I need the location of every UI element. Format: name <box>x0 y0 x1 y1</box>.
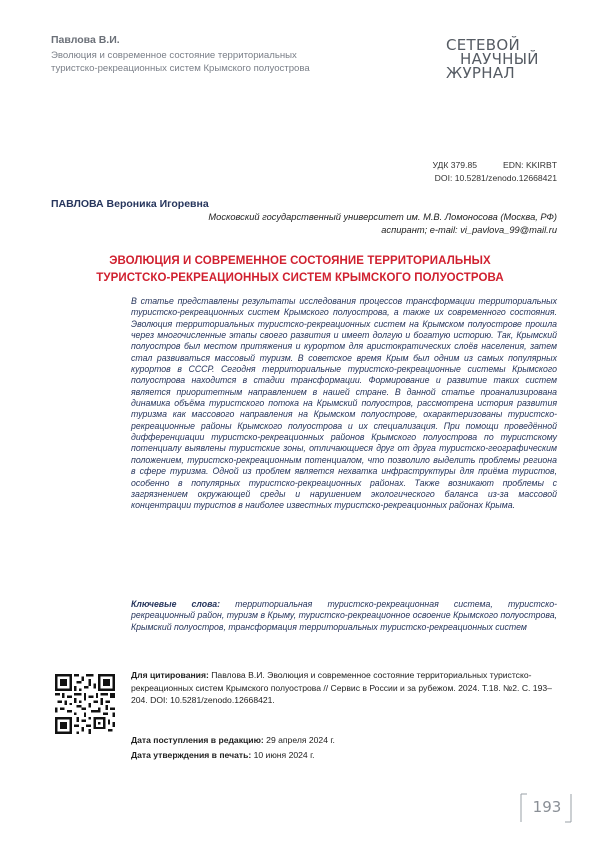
author-name: ПАВЛОВА Вероника Игоревна <box>51 198 209 210</box>
running-title-line1: Эволюция и современное состояние территориальных <box>51 50 297 61</box>
keywords <box>131 599 557 633</box>
udk: УДК 379.85 <box>432 160 478 170</box>
edn: EDN: KKIRBT <box>503 160 557 170</box>
abstract: В статье представлены результаты исследования процессов трансформации территориальных туристско-рекреационных систем Крымского полуострова, а также их современного состояния. Эволюция территориальных туристско-рекреационных систем на Крымском полуострове прошла через многочисленные этапы своего развития и имеет долгую и богатую историю. Так, Крымский полуостров был местом притяжения и курортом для аристократических слоёв населения, затем стал развиваться массовый туризм. В советское время Крым был одним из самых популярных курортов в СССР. Сегодня территориальные туристско-рекреационные системы Крымского полуострова находится в стадии трансформации. Формирование и развитие таких систем является приоритетным направлением в нашей стране. В данной статье проанализирована динамика объёма туристского потока на Крымский полуостров, рассмотрена история развития туризма как массового направления на Крымском полуострове, охарактеризованы туристско-рекреационные районы Крымского полуострова и их специализация. При помощи проведённой дифференциации туристско-рекреационных районов Крымского полуострова по туристскому потенциалу выявлены туристские зоны, отличающиеся друг от друга туристско-географическим положением, туристско-рекреационным потенциалом, что позволило выделить проблемы региона в сфере туризма. Одной из проблем является нехватка инфраструктуры для приёма туристов, особенно в популярных туристско-рекреационных районах. Также возникают проблемы с загрязнением окружающей среды и нарушением экологического баланса из-за массовой концентрации туристов в наиболее известных туристско-рекреационных районах Крыма. <box>131 296 557 511</box>
dates <box>131 733 335 763</box>
received-label: Дата поступления в редакцию: <box>131 735 264 745</box>
qr-code-icon <box>55 674 115 734</box>
received-value: 29 апреля 2024 г. <box>263 735 335 745</box>
approved-label: Дата утверждения в печать: <box>131 750 252 760</box>
citation-label: Для цитирования: <box>131 670 209 680</box>
doi: DOI: 10.5281/zenodo.12668421 <box>434 172 557 183</box>
article-title <box>60 253 540 287</box>
citation <box>131 669 557 707</box>
citation-text: Павлова В.И. Эволюция и современное состояние территориальных туристско-рекреационных систем Крымского полуострова // Сервис в России и за рубежом. 2024. Т.18. №2. С. 193–204. DOI: 10.5281/zenodo.12668421. <box>131 670 552 706</box>
page-number: 193 <box>532 798 562 816</box>
approved-value: 10 июня 2024 г. <box>251 750 315 760</box>
approved-date <box>131 748 335 763</box>
article-title-line2: ТУРИСТСКО-РЕКРЕАЦИОННЫХ СИСТЕМ КРЫМСКОГО ПОЛУОСТРОВА <box>96 272 504 284</box>
running-title <box>51 49 381 75</box>
running-head <box>51 34 381 75</box>
received-date <box>131 733 335 748</box>
author-status-email: аспирант; e-mail: vi_pavlova_99@mail.ru <box>381 225 557 236</box>
keywords-label: Ключевые слова: <box>131 599 221 609</box>
journal-logo-line1: СЕТЕВОЙ <box>446 36 521 54</box>
journal-logo-line3: ЖУРНАЛ <box>446 64 515 82</box>
keywords-text: территориальная туристско-рекреационная система, туристско-рекреационный район, туризм в Крыму, туристско-рекреационное освоение Крымского полуострова, Крымский полуостров, трансформация территориальных туристско-рекреационных систем <box>131 599 557 632</box>
journal-logo-line2: НАУЧНЫЙ <box>460 50 539 68</box>
running-author: Павлова В.И. <box>51 34 120 46</box>
article-meta <box>432 159 557 184</box>
journal-logo <box>446 38 558 80</box>
article-title-line1: ЭВОЛЮЦИЯ И СОВРЕМЕННОЕ СОСТОЯНИЕ ТЕРРИТОРИАЛЬНЫХ <box>109 255 491 267</box>
running-title-line2: туристско-рекреационных систем Крымского полуострова <box>51 63 310 74</box>
author-affiliation: Московский государственный университет им. М.В. Ломоносова (Москва, РФ) <box>208 212 557 222</box>
author-affiliation-block <box>208 211 557 238</box>
